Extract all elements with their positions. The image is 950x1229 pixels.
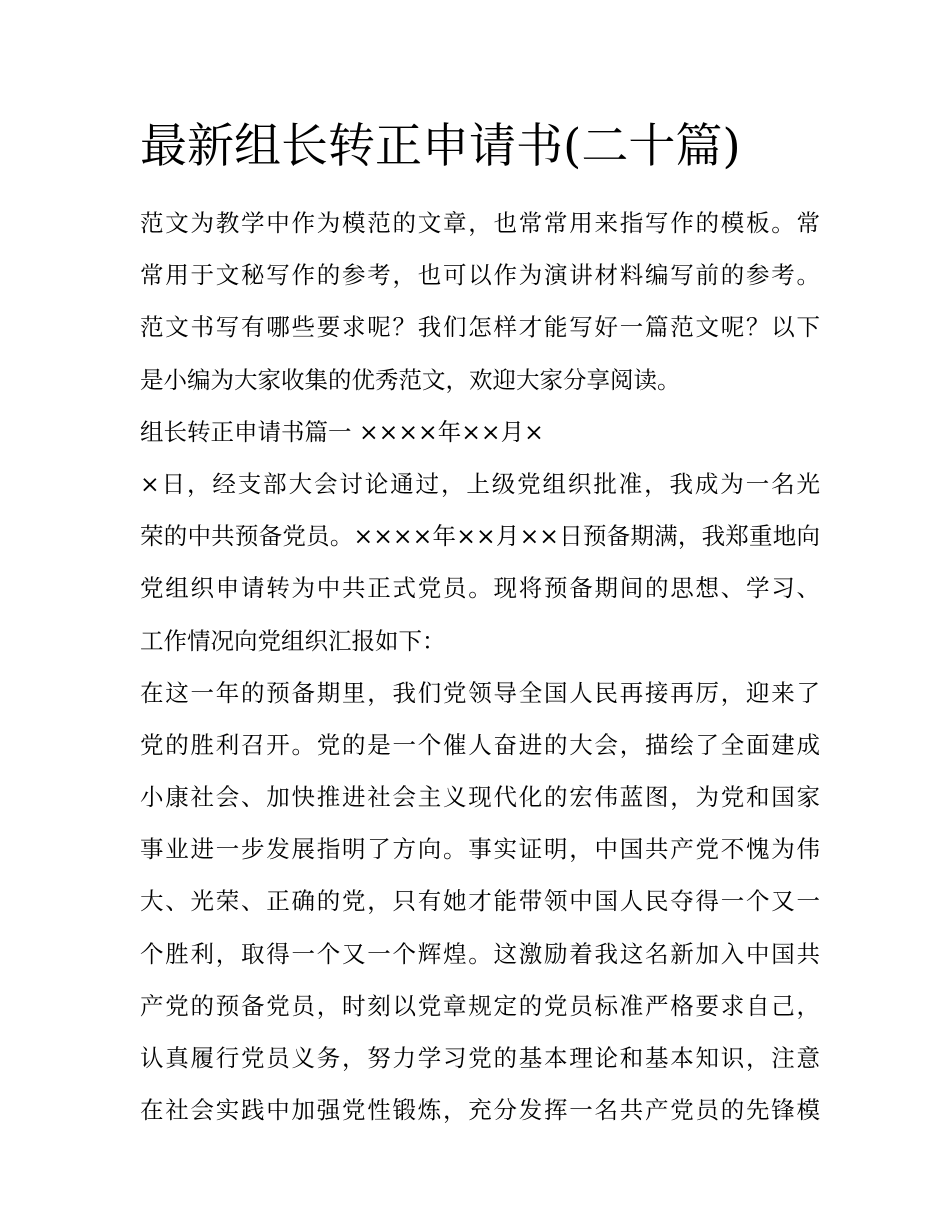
paragraph-line: 工作情况向党组织汇报如下： [140, 626, 446, 655]
paragraph-line: 常用于文秘写作的参考，也可以作为演讲材料编写前的参考。 [140, 261, 820, 290]
paragraph-line: 事业进一步发展指明了方向。事实证明，中国共产党不愧为伟 [140, 835, 820, 864]
paragraph-line: 范文书写有哪些要求呢？我们怎样才能写好一篇范文呢？以下 [140, 313, 820, 342]
paragraph-line: 党的胜利召开。党的是一个催人奋进的大会，描绘了全面建成 [140, 730, 820, 759]
paragraph-line: 是小编为大家收集的优秀范文，欢迎大家分享阅读。 [140, 365, 681, 394]
paragraph-line: 党组织申请转为中共正式党员。现将预备期间的思想、学习、 [140, 574, 820, 603]
paragraph-line: 个胜利，取得一个又一个辉煌。这激励着我这名新加入中国共 [140, 939, 820, 968]
section-heading-line: 组长转正申请书篇一 ××××年××月× [140, 417, 544, 446]
paragraph-line: 认真履行党员义务，努力学习党的基本理论和基本知识，注意 [140, 1044, 820, 1072]
paragraph-line: 范文为教学中作为模范的文章，也常常用来指写作的模板。常 [140, 209, 820, 237]
paragraph-line: 荣的中共预备党员。××××年××月××日预备期满，我郑重地向 [140, 522, 820, 551]
paragraph-line: 在这一年的预备期里，我们党领导全国人民再接再厉，迎来了 [140, 678, 820, 707]
document-body [140, 197, 820, 1136]
paragraph-line: 在社会实践中加强党性锻炼，充分发挥一名共产党员的先锋模 [140, 1096, 820, 1125]
paragraph-line: ×日，经支部大会讨论通过，上级党组织批准，我成为一名光 [140, 469, 820, 498]
document-title: 最新组长转正申请书(二十篇) [140, 119, 741, 174]
paragraph-line: 产党的预备党员，时刻以党章规定的党员标准严格要求自己， [140, 991, 820, 1020]
paragraph-line: 大、光荣、正确的党，只有她才能带领中国人民夺得一个又一 [140, 887, 820, 916]
paragraph-line: 小康社会、加快推进社会主义现代化的宏伟蓝图，为党和国家 [140, 783, 820, 812]
